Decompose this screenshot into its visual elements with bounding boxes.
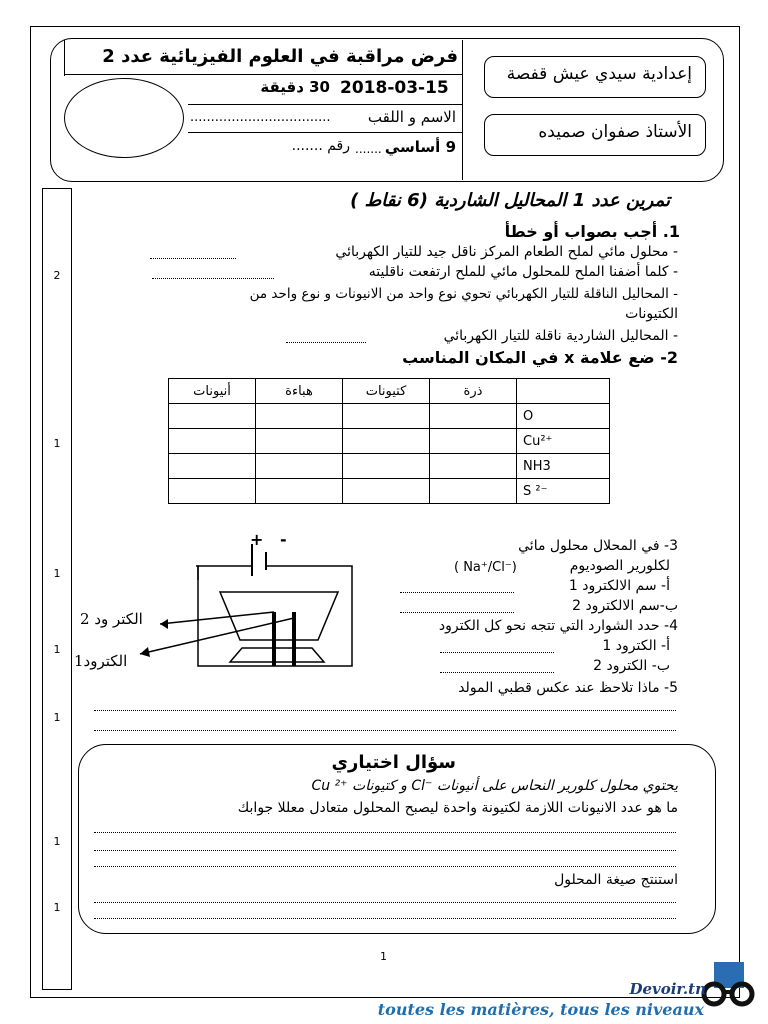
table-cell[interactable] bbox=[256, 479, 343, 504]
q1-item-2: - كلما أضفنا الملح للمحلول مائي للملح ارتفعت ناقليته bbox=[368, 264, 678, 280]
table-cell[interactable] bbox=[169, 454, 256, 479]
col-header-anions: أنيونات bbox=[169, 379, 256, 404]
answer-line[interactable] bbox=[94, 710, 676, 711]
school-name: إعدادية سيدي عيش قفصة bbox=[506, 64, 692, 84]
table-cell[interactable] bbox=[430, 479, 517, 504]
name-field: .................................. bbox=[190, 110, 331, 125]
exam-duration: 30 دقيقة bbox=[260, 78, 330, 96]
q5-title: 5- ماذا تلاحظ عند عكس قطبي المولد bbox=[458, 680, 678, 696]
table-cell[interactable] bbox=[256, 429, 343, 454]
table-cell[interactable] bbox=[256, 454, 343, 479]
bonus-line-3: استنتج صيغة المحلول bbox=[554, 872, 678, 888]
answer-line[interactable] bbox=[400, 592, 514, 593]
mark-q4: 1 bbox=[53, 643, 61, 656]
bonus-title: سؤال اختياري bbox=[331, 752, 456, 773]
q1-title: 1. أجب بصواب أو خطأ bbox=[504, 222, 680, 241]
q3-b: ب-سم الالكترود 2 bbox=[572, 598, 678, 614]
class-level: 9 أساسي bbox=[384, 138, 456, 156]
level-dots: ....... bbox=[355, 142, 382, 156]
table-cell[interactable] bbox=[343, 479, 430, 504]
plus-terminal: + bbox=[250, 530, 264, 549]
exam-title: فرض مراقبة في العلوم الفيزيائية عدد 2 bbox=[102, 46, 458, 67]
answer-line[interactable] bbox=[440, 652, 554, 653]
answer-line[interactable] bbox=[94, 832, 676, 833]
teacher-name: الأستاذ صفوان صميده bbox=[538, 122, 692, 142]
q4-title: 4- حدد الشوارد التي تتجه نحو كل الكترود bbox=[438, 618, 678, 634]
col-header-molecule: هباءة bbox=[256, 379, 343, 404]
answer-line[interactable] bbox=[152, 278, 274, 279]
electrode-2-label: الكتر ود 2 bbox=[80, 610, 143, 628]
glasses-logo-icon bbox=[700, 958, 760, 1018]
q3-a: أ- سم الالكترود 1 bbox=[568, 578, 670, 594]
exercise-title: تمرين عدد 1 المحاليل الشاردية (6 نقاط ) bbox=[350, 190, 670, 211]
q1-item-3: - المحاليل الناقلة للتيار الكهربائي تحوي نوع واحد من الانيونات و نوع واحد من bbox=[249, 286, 678, 302]
mark-bonus-1: 1 bbox=[53, 835, 61, 848]
q1-item-1: - محلول مائي لملح الطعام المركز ناقل جيد للتيار الكهربائي bbox=[335, 244, 678, 260]
mark-q5: 1 bbox=[53, 711, 61, 724]
mark-q2: 1 bbox=[53, 437, 61, 450]
q1-item-4: - المحاليل الشاردية ناقلة للتيار الكهربائي bbox=[443, 328, 678, 344]
col-header-atom: ذرة bbox=[430, 379, 517, 404]
table-cell[interactable] bbox=[169, 404, 256, 429]
exam-date: 2018-03-15 bbox=[340, 78, 449, 98]
name-label: الاسم و اللقب bbox=[367, 108, 456, 126]
table-cell[interactable] bbox=[430, 404, 517, 429]
q4-a: أ- الكترود 1 bbox=[602, 638, 670, 654]
answer-line[interactable] bbox=[94, 730, 676, 731]
mark-q1: 2 bbox=[53, 269, 61, 282]
col-header-cations: كتيونات bbox=[343, 379, 430, 404]
q1-item-3-cont: الكتيونات bbox=[625, 306, 678, 322]
row-symbol-s: S ²⁻ bbox=[517, 479, 610, 504]
bonus-line-2: ما هو عدد الانيونات اللازمة لكتيونة واحدة ليصبح المحلول متعادل معللا جوابك bbox=[237, 800, 678, 816]
answer-line[interactable] bbox=[94, 850, 676, 851]
row-symbol-cu: Cu²⁺ bbox=[517, 429, 610, 454]
row-symbol-o: O bbox=[517, 404, 610, 429]
header-divider bbox=[462, 40, 463, 180]
answer-line[interactable] bbox=[94, 918, 676, 919]
table-cell[interactable] bbox=[430, 429, 517, 454]
minus-terminal: - bbox=[280, 530, 287, 549]
footer-logo: Devoir.tn bbox=[629, 980, 706, 998]
table-cell[interactable] bbox=[343, 454, 430, 479]
table-cell[interactable] bbox=[169, 429, 256, 454]
answer-line[interactable] bbox=[400, 612, 514, 613]
answer-line[interactable] bbox=[94, 866, 676, 867]
grade-oval bbox=[64, 78, 184, 158]
table-cell[interactable] bbox=[343, 404, 430, 429]
table-cell[interactable] bbox=[430, 454, 517, 479]
q3-formula: ( Na⁺/Cl⁻) bbox=[454, 560, 517, 575]
q4-b: ب- الكترود 2 bbox=[593, 658, 670, 674]
table-cell[interactable] bbox=[169, 479, 256, 504]
col-header-empty bbox=[517, 379, 610, 404]
page-number: 1 bbox=[380, 950, 387, 963]
footer-slogan: toutes les matières, tous les niveaux bbox=[377, 1000, 704, 1019]
q3-line-2: لكلورير الصوديوم bbox=[569, 558, 670, 574]
arrow-head-icon bbox=[160, 619, 168, 629]
answer-line[interactable] bbox=[150, 258, 236, 259]
student-number: رقم ....... bbox=[291, 138, 350, 154]
mark-q3: 1 bbox=[53, 567, 61, 580]
answer-line[interactable] bbox=[286, 342, 366, 343]
table-cell[interactable] bbox=[256, 404, 343, 429]
answer-line[interactable] bbox=[94, 902, 676, 903]
row-symbol-nh3: NH3 bbox=[517, 454, 610, 479]
arrow-head-icon bbox=[140, 647, 150, 657]
bonus-line-1: يحتوي محلول كلورير النحاس على أنيونات ⁻Cl و كتيونات ⁺Cu ² bbox=[311, 778, 678, 794]
q2-title: 2- ضع علامة x في المكان المناسب bbox=[402, 348, 678, 367]
answer-line[interactable] bbox=[440, 672, 554, 673]
table-cell[interactable] bbox=[343, 429, 430, 454]
species-table bbox=[168, 378, 610, 504]
mark-bonus-2: 1 bbox=[53, 901, 61, 914]
electrode-1-label: الكترود1 bbox=[74, 652, 128, 670]
q3-line-1: 3- في المحلال محلول مائي bbox=[518, 538, 678, 554]
